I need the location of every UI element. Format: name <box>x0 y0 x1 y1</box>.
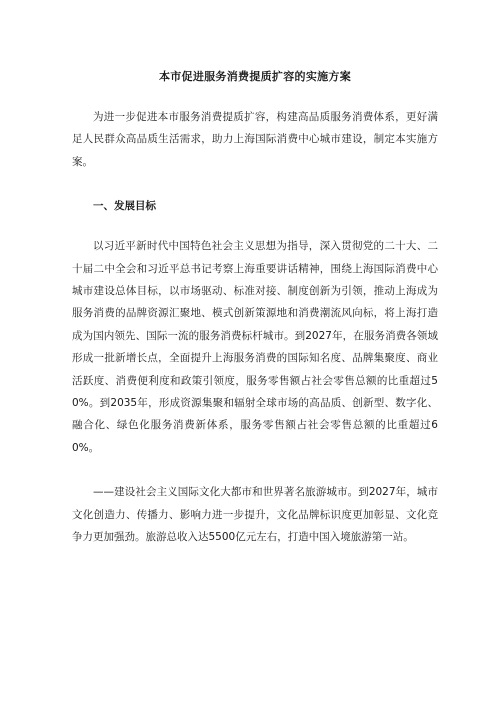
culture-tourism-paragraph: ——建设社会主义国际文化大都市和世界著名旅游城市。到2027年，城市文化创造力、传播力、影响力进一步提升，文化品牌标识度更加彰显、文化竞争力更加强劲。旅游总收入达5500亿元左右，打造中国入境旅游第一站。 <box>72 486 438 544</box>
document-title: 本市促进服务消费提质扩容的实施方案 <box>158 70 352 83</box>
spacer <box>72 173 438 199</box>
spacer <box>72 459 438 481</box>
goal-paragraph: 以习近平新时代中国特色社会主义思想为指导，深入贯彻党的二十大、二十届二中全会和习近平总书记考察上海重要讲话精神，围绕上海国际消费中心城市建设总体目标，以市场驱动、标准对接、制度创新为引领，推动上海成为服务消费的品牌资源汇聚地、模式创新策源地和消费潮流风向标，将上海打造成为国内领先、国际一流的服务消费标杆城市。到2027年，在服务消费各领域形成一批新增长点，全面提升上海服务消费的国际知名度、品牌集聚度、商业活跃度、消费便利度和政策引领度，服务零售额占社会零售总额的比重超过50%。到2035年，形成资源集聚和辐射全球市场的高品质、创新型、数字化、融合化、绿色化服务消费新体系，服务零售额占社会零售总额的比重超过60%。 <box>72 240 438 454</box>
section-heading: 一、发展目标 <box>93 200 156 213</box>
intro-paragraph: 为进一步促进本市服务消费提质扩容，构建高品质服务消费体系，更好满足人民群众高品质生活需求，助力上海国际消费中心城市建设，制定本实施方案。 <box>72 111 438 168</box>
